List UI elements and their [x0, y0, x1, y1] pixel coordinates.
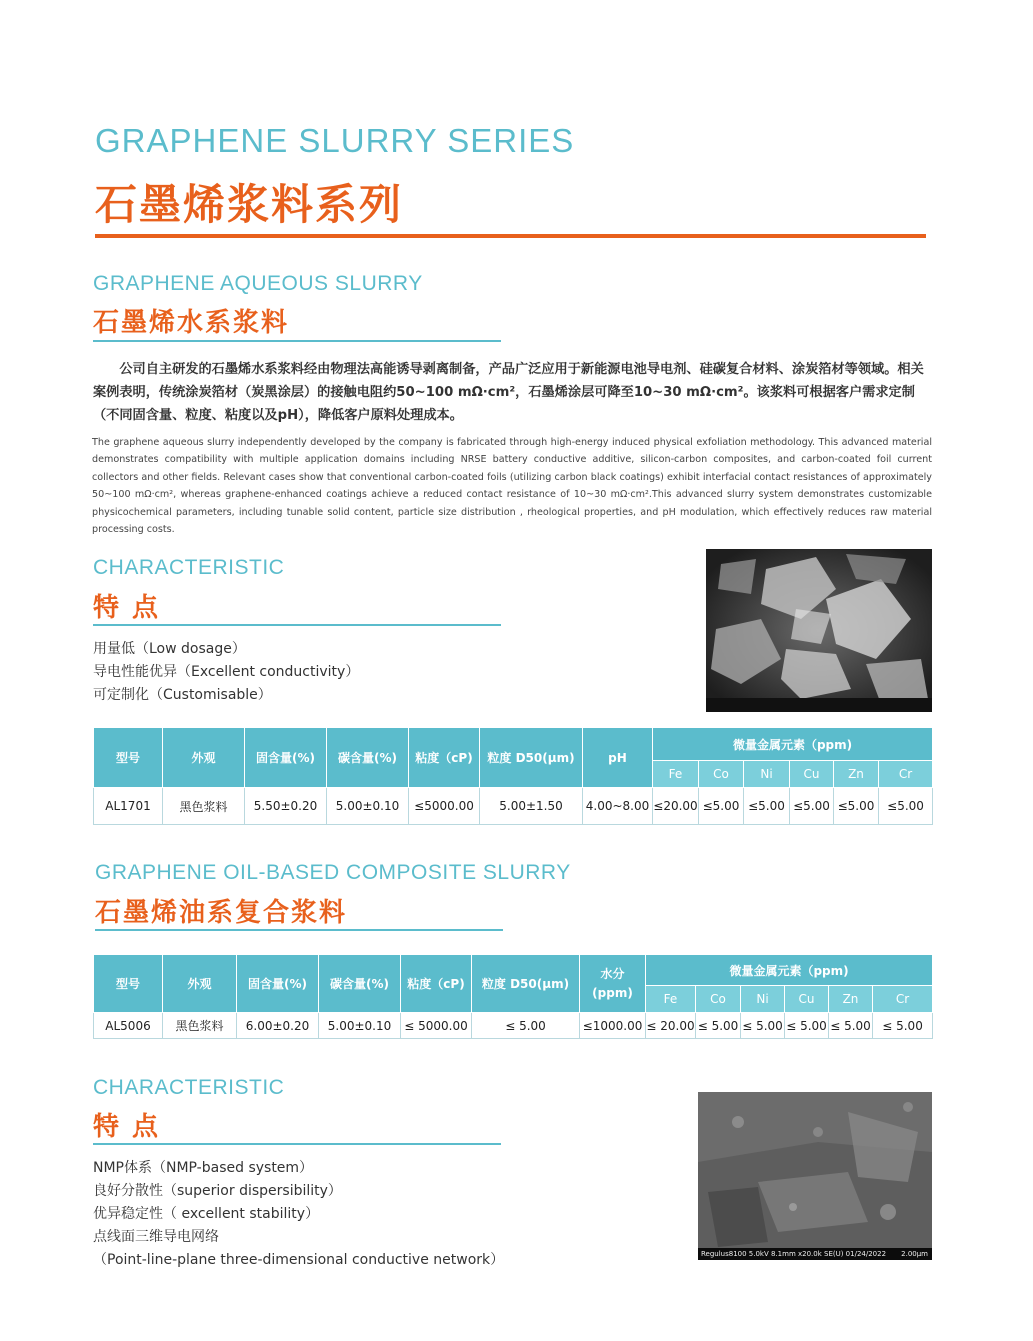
aqueous-divider — [93, 340, 501, 342]
table-header: 水分 (ppm) — [580, 955, 646, 1013]
table-header: 外观 — [163, 955, 237, 1013]
table-cell: ≤ 5.00 — [785, 1013, 829, 1039]
table-cell: 5.50±0.20 — [245, 788, 327, 825]
list-item: （Point-line-plane three-dimensional conductive network） — [93, 1252, 505, 1268]
table-cell: ≤5.00 — [879, 788, 933, 825]
table-cell: 6.00±0.20 — [237, 1013, 319, 1039]
oil-spec-table — [93, 954, 933, 1039]
table-cell: 黑色浆料 — [163, 1013, 237, 1039]
table-cell: ≤5.00 — [699, 788, 744, 825]
title-divider — [95, 234, 926, 238]
oil-char-title-cn: 特 点 — [93, 1112, 161, 1142]
aqueous-char-divider — [93, 624, 501, 626]
table-subheader: Ni — [744, 761, 790, 788]
page-title-en: GRAPHENE SLURRY SERIES — [95, 122, 575, 159]
table-subheader: Fe — [653, 761, 699, 788]
table-header: 粘度（cP) — [401, 955, 472, 1013]
oil-feature-list — [93, 1157, 504, 1272]
list-item: 优异稳定性（ excellent stability） — [93, 1206, 320, 1222]
table-header: 微量金属元素（ppm) — [646, 955, 933, 986]
table-subheader: Co — [696, 986, 741, 1013]
aqueous-title-cn: 石墨烯水系浆料 — [93, 308, 290, 338]
table-subheader: Cu — [790, 761, 834, 788]
table-cell: AL5006 — [94, 1013, 163, 1039]
table-header: 型号 — [94, 728, 163, 788]
oil-char-divider — [93, 1143, 501, 1145]
oil-title-en: GRAPHENE OIL-BASED COMPOSITE SLURRY — [95, 861, 571, 884]
table-cell: 黑色浆料 — [163, 788, 245, 825]
oil-divider — [95, 929, 503, 931]
table-subheader: Cr — [879, 761, 933, 788]
list-item: NMP体系（NMP-based system） — [93, 1160, 314, 1176]
list-item: 点线面三维导电网络 — [93, 1229, 219, 1245]
sem-image-oil — [698, 1092, 932, 1260]
table-header: 碳含量(%) — [327, 728, 409, 788]
table-subheader: Fe — [646, 986, 696, 1013]
aqueous-description-en: The graphene aqueous slurry independently developed by the company is fabricated through high-energy induced physical exfoliation methodology. This advanced material demonstrates compatibility with multiple application domains including NRSE battery conductive additive, silicon-carbon composites, and carbon-coated foil current collectors and other fields. Relevant cases show that conventional carbon-coated foils (utilizing carbon black coatings) exhibit interfacial contact resistances of approximately 50~100 mΩ·cm², whereas graphene-enhanced coatings achieve a reduced contact resistance of 10~30 mΩ·cm².This advanced slurry system demonstrates customizable physicochemical parameters, including tunable solid content, particle size distribution , rheological properties, and pH modulation, which effectively reduces raw material processing costs. — [92, 437, 932, 536]
table-cell: ≤5.00 — [744, 788, 790, 825]
table-cell: ≤ 5.00 — [472, 1013, 580, 1039]
table-header: 固含量(%) — [237, 955, 319, 1013]
table-cell: ≤5000.00 — [409, 788, 480, 825]
table-cell: ≤ 5.00 — [873, 1013, 933, 1039]
table-row — [94, 788, 933, 825]
table-cell: ≤ 5.00 — [829, 1013, 873, 1039]
table-header: 粒度 D50(μm) — [472, 955, 580, 1013]
aqueous-spec-table — [93, 727, 933, 825]
table-header: 粘度（cP) — [409, 728, 480, 788]
table-cell: ≤5.00 — [790, 788, 834, 825]
table-cell: ≤20.00 — [653, 788, 699, 825]
list-item: 导电性能优异（Excellent conductivity） — [93, 664, 360, 680]
list-item: 可定制化（Customisable） — [93, 687, 272, 703]
table-cell: ≤ 5.00 — [696, 1013, 741, 1039]
aqueous-feature-list — [93, 638, 359, 707]
table-header: 固含量(%) — [245, 728, 327, 788]
table-cell: 5.00±0.10 — [327, 788, 409, 825]
table-header: 型号 — [94, 955, 163, 1013]
table-cell: ≤5.00 — [834, 788, 879, 825]
page-title-cn: 石墨烯浆料系列 — [95, 180, 404, 229]
aqueous-title-en: GRAPHENE AQUEOUS SLURRY — [93, 272, 423, 295]
table-cell: ≤ 20.00 — [646, 1013, 696, 1039]
aqueous-description-cn: 公司自主研发的石墨烯水系浆料经由物理法高能诱导剥离制备，产品广泛应用于新能源电池导电剂、硅碳复合材料、涂炭箔材等领域。相关案例表明，传统涂炭箔材（炭黑涂层）的接触电阻约50~100 mΩ·cm²，石墨烯涂层可降至10~30 mΩ·cm²。该浆料可根据客户需求定制（不同固含量、粒度、粘度以及pH），降低客户原料处理成本。 — [93, 362, 924, 423]
table-header: 外观 — [163, 728, 245, 788]
table-header: pH — [583, 728, 653, 788]
table-subheader: Ni — [741, 986, 785, 1013]
table-row — [94, 1013, 933, 1039]
table-cell: ≤ 5000.00 — [401, 1013, 472, 1039]
oil-title-cn: 石墨烯油系复合浆料 — [95, 898, 348, 928]
table-cell: 5.00±0.10 — [319, 1013, 401, 1039]
table-cell: ≤1000.00 — [580, 1013, 646, 1039]
table-subheader: Co — [699, 761, 744, 788]
table-subheader: Cu — [785, 986, 829, 1013]
table-subheader: Zn — [829, 986, 873, 1013]
oil-char-title-en: CHARACTERISTIC — [93, 1076, 285, 1099]
sem-scale: 2.00μm — [901, 1250, 928, 1258]
table-cell: 4.00~8.00 — [583, 788, 653, 825]
table-cell: 5.00±1.50 — [480, 788, 583, 825]
table-header: 碳含量(%) — [319, 955, 401, 1013]
list-item: 良好分散性（superior dispersibility） — [93, 1183, 342, 1199]
table-cell: AL1701 — [94, 788, 163, 825]
list-item: 用量低（Low dosage） — [93, 641, 246, 657]
sem-caption: Regulus8100 5.0kV 8.1mm x20.0k SE(U) 01/24/2022 — [701, 1250, 887, 1258]
table-header: 微量金属元素（ppm) — [653, 728, 933, 761]
aqueous-char-title-cn: 特 点 — [93, 593, 161, 623]
table-cell: ≤ 5.00 — [741, 1013, 785, 1039]
table-subheader: Cr — [873, 986, 933, 1013]
table-header: 粒度 D50(μm) — [480, 728, 583, 788]
sem-image-aqueous — [706, 549, 932, 712]
aqueous-char-title-en: CHARACTERISTIC — [93, 556, 285, 579]
table-subheader: Zn — [834, 761, 879, 788]
